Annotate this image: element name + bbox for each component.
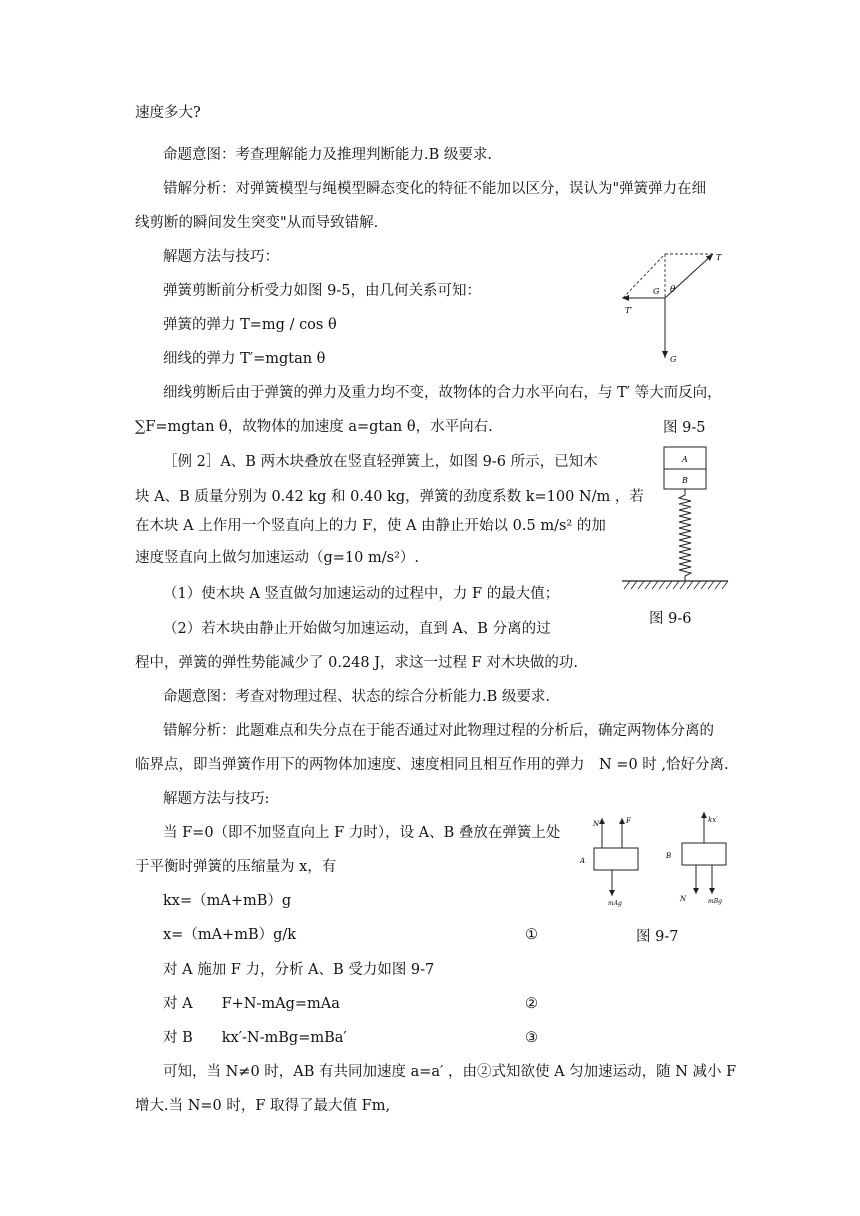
text-line-12: 块 A、B 质量分别为 0.42 kg 和 0.40 kg，弹簧的劲度系数 k=100 N/m ，若 — [135, 489, 644, 505]
text-line-23: 于平衡时弹簧的压缩量为 x，有 — [135, 859, 337, 875]
block-b-label: B — [682, 476, 688, 485]
fbd-b-label-mbg: mBg — [708, 898, 722, 905]
equation-mark-1: ① — [525, 927, 538, 943]
text-line-16: （2）若木块由静止开始做匀加速运动，直到 A、B 分离的过 — [163, 621, 551, 637]
text-line-26: 对 A 施加 F 力，分析 A、B 受力如图 9-7 — [163, 962, 435, 978]
text-line-21: 解题方法与技巧: — [163, 791, 270, 807]
label-t-prime: T′ — [625, 306, 633, 315]
text-line-13: 在木块 A 上作用一个竖直向上的力 F，使 A 由静止开始以 0.5 m/s² 的加 — [135, 518, 606, 534]
text-line-7: 弹簧的弹力 T=mg / cos θ — [163, 317, 337, 333]
figure-9-7 — [576, 808, 736, 913]
text-line-22: 当 F=0（即不加竖直向上 F 力时），设 A、B 叠放在弹簧上处 — [163, 825, 561, 841]
block-a-label: A — [682, 455, 688, 464]
figure-9-5 — [615, 248, 730, 370]
figure-9-6 — [620, 445, 730, 595]
fbd-b-label-n: N — [680, 895, 687, 903]
equation-mark-3: ③ — [525, 1030, 538, 1046]
text-line-4: 线剪断的瞬间发生突变"从而导致错解. — [135, 215, 379, 231]
text-line-29: 可知，当 N≠0 时，AB 有共同加速度 a=a′ ，由②式知欲使 A 匀加速运动，随 N 减小 F — [163, 1064, 737, 1080]
fbd-block-a — [594, 848, 638, 870]
fbd-b-label-block: B — [666, 852, 672, 860]
spring — [679, 489, 691, 581]
caption-fig-9-7: 图 9-7 — [636, 929, 679, 945]
label-theta: θ — [670, 285, 676, 295]
label-g-point: G — [653, 287, 660, 296]
text-line-3: 错解分析：对弹簧模型与绳模型瞬态变化的特征不能加以区分，误认为"弹簧弹力在细 — [163, 181, 707, 197]
fbd-a-label-mag: mAg — [608, 900, 622, 907]
fbd-block-b — [682, 843, 726, 865]
text-line-5: 解题方法与技巧： — [163, 249, 279, 265]
text-line-10: ∑F=mgtan θ，故物体的加速度 a=gtan θ，水平向右. — [135, 419, 493, 435]
text-line-8: 细线的弹力 T′=mgtan θ — [163, 351, 326, 367]
text-line-28: 对 B kx′-N-mBg=mBa′ — [163, 1030, 347, 1046]
text-line-9: 细线剪断后由于弹簧的弹力及重力均不变，故物体的合力水平向右，与 T′ 等大而反向， — [163, 385, 722, 401]
text-line-1: 速度多大? — [135, 105, 201, 121]
text-line-24: kx=（mA+mB）g — [163, 893, 292, 909]
text-line-30: 增大.当 N=0 时，F 取得了最大值 Fm, — [135, 1098, 391, 1114]
text-line-2: 命题意图：考查理解能力及推理判断能力.B 级要求. — [163, 147, 492, 163]
label-g-arrow: G — [670, 355, 677, 364]
caption-fig-9-5: 图 9-5 — [663, 420, 706, 436]
text-line-25: x=（mA+mB）g/k — [163, 927, 297, 943]
label-t: T — [716, 253, 722, 262]
caption-fig-9-6: 图 9-6 — [649, 611, 692, 627]
text-line-17: 程中，弹簧的弹性势能减少了 0.248 J，求这一过程 F 对木块做的功. — [135, 655, 578, 671]
text-line-19: 错解分析：此题难点和失分点在于能否通过对此物理过程的分析后，确定两物体分离的 — [163, 723, 714, 739]
text-line-6: 弹簧剪断前分析受力如图 9-5，由几何关系可知： — [163, 283, 481, 299]
text-line-18: 命题意图：考查对物理过程、状态的综合分析能力.B 级要求. — [163, 689, 550, 705]
text-line-27: 对 A F+N-mAg=mAa — [163, 996, 340, 1012]
equation-mark-2: ② — [525, 996, 538, 1012]
fbd-a-label-n: N — [593, 820, 600, 828]
text-line-11: ［例 2］A、B 两木块叠放在竖直轻弹簧上，如图 9-6 所示，已知木 — [163, 454, 598, 470]
fbd-a-label-block: A — [580, 857, 586, 865]
text-line-20: 临界点，即当弹簧作用下的两物体加速度、速度相同且相互作用的弹力 N =0 时 ,恰好分离. — [135, 757, 729, 773]
ground-hatching — [624, 581, 728, 589]
text-line-15: （1）使木块 A 竖直做匀加速运动的过程中，力 F 的最大值； — [163, 586, 560, 602]
fbd-a-label-f: F — [626, 817, 631, 825]
fbd-b-label-kx: kx′ — [708, 816, 718, 824]
text-line-14: 速度竖直向上做匀加速运动（g=10 m/s²）. — [135, 550, 419, 566]
